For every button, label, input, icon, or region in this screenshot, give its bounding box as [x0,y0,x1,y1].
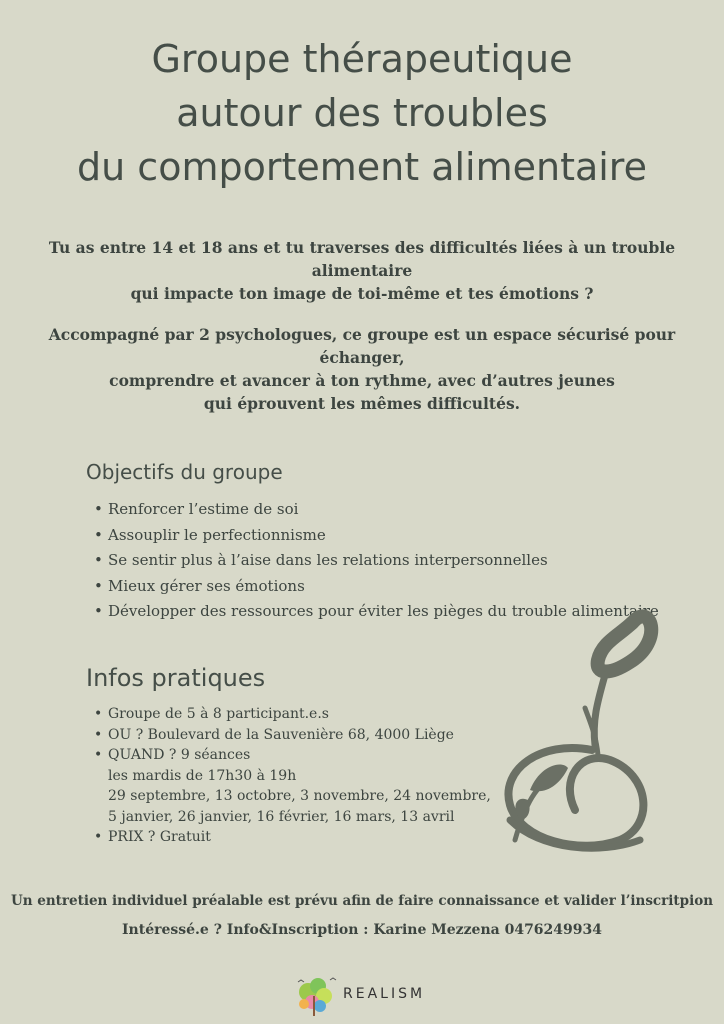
objective-item: • Renforcer l’estime de soi [94,497,659,523]
info-price: • PRIX ? Gratuit [94,827,491,848]
bullet-icon: • [94,500,103,518]
infos-heading: Infos pratiques [86,664,266,692]
info-when: • QUAND ? 9 séances les mardis de 17h30 à 19h 29 septembre, 13 octobre, 3 novembre, 24 novembre, 5 janvier, 26 janvier, 16 février, 16 mars, 13 avril [94,745,491,827]
plant-in-bowl-illustration [480,600,680,870]
page-title [0,32,724,194]
bullet-icon: • [94,551,103,569]
leaf-icon [530,764,568,791]
title-line-2: autour des troubles [176,91,548,135]
info-when-dates-2: 5 janvier, 26 janvier, 16 février, 16 mars, 13 avril [108,808,455,825]
intro-description-line-1: Accompagné par 2 psychologues, ce groupe est un espace sécurisé pour échanger, [48,325,676,367]
objective-item: • Développer des ressources pour éviter les pièges du trouble alimentaire [94,599,659,625]
intro-question-line-2: qui impacte ton image de toi-même et tes émotions ? [130,284,594,303]
objective-item: • Se sentir plus à l’aise dans les relations interpersonnelles [94,548,659,574]
bullet-icon: • [94,525,103,544]
info-group-size: • Groupe de 5 à 8 participant.e.s [94,704,491,725]
info-when-dates-1: 29 septembre, 13 octobre, 3 novembre, 24 novembre, [108,788,491,804]
info-where: • OU ? Boulevard de la Sauvenière 68, 4000 Liège [94,725,491,746]
infos-list [94,704,491,848]
intro-description [20,323,704,415]
objectives-heading: Objectifs du groupe [86,460,283,484]
bullet-icon: • [94,602,103,620]
intro-description-line-2: comprendre et avancer à ton rythme, avec d’autres jeunes [109,371,615,390]
bullet-icon: • [94,706,103,722]
title-line-3: du comportement alimentaire [77,145,647,189]
intro-question-line-1: Tu as entre 14 et 18 ans et tu traverses des difficultés liées à un trouble alimentaire [48,238,676,280]
contact-info: Intéressé.e ? Info&Inscription : Karine Mezzena 0476249934 [122,922,602,938]
title-line-1: Groupe thérapeutique [151,37,573,81]
bullet-icon: • [94,576,103,595]
bullet-icon: • [94,747,103,763]
bullet-icon: • [94,726,103,743]
bullet-icon: • [94,829,103,845]
intro-question [20,236,704,305]
prerequisite-note: Un entretien individuel préalable est prévu afin de faire connaissance et valider l’inscritpion [10,893,714,909]
intro-description-line-3: qui éprouvent les mêmes difficultés. [203,394,521,413]
objective-item: • Mieux gérer ses émotions [94,574,659,600]
info-when-schedule: les mardis de 17h30 à 19h [108,767,297,784]
objective-item: • Assouplir le perfectionnisme [94,523,659,549]
logo-text: REALISM [343,986,426,1002]
